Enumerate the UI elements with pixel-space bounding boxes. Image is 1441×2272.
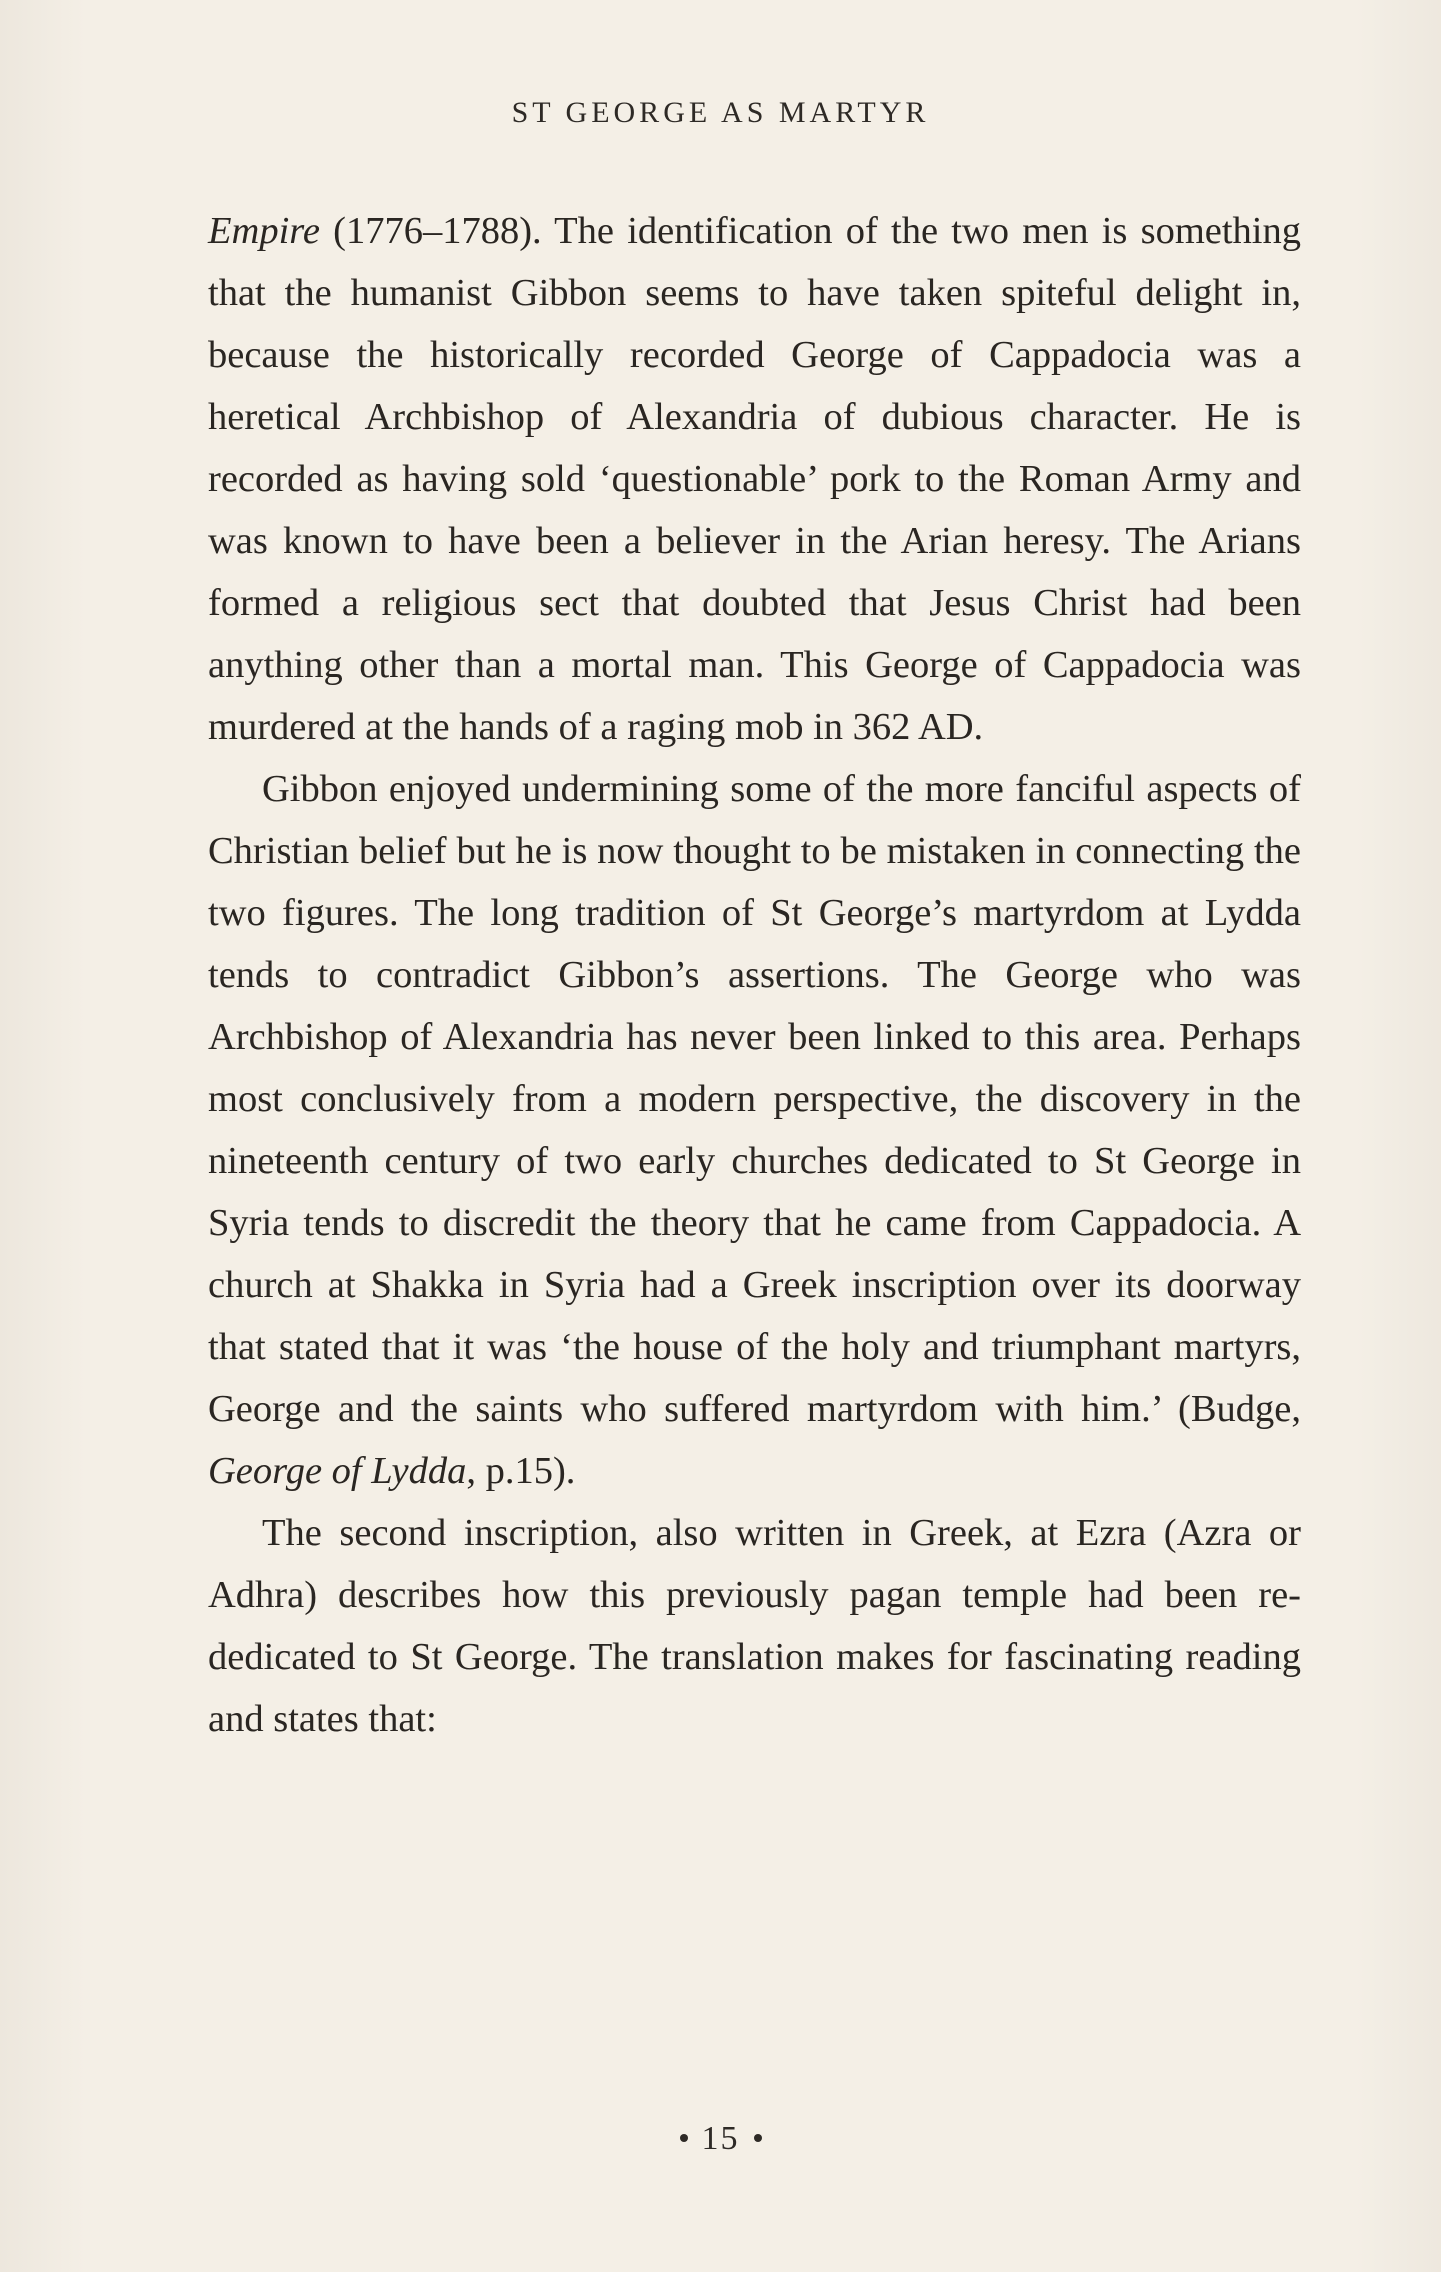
body-text bbox=[208, 200, 1301, 1750]
page-number-text: 15 bbox=[701, 2120, 740, 2157]
paragraph-2 bbox=[208, 758, 1301, 1502]
italic-text: George of Lydda bbox=[208, 1450, 467, 1492]
paragraph-text: The second inscription, also written in Greek, at Ezra (Azra or Adhra) describes how this previously pagan temple had been re-dedicated to St George. The translation makes for fascinating reading and states that: bbox=[208, 1512, 1301, 1740]
page-number bbox=[0, 2120, 1441, 2158]
running-head: ST GEORGE AS MARTYR bbox=[511, 96, 930, 129]
italic-text: Empire bbox=[208, 210, 320, 252]
bullet-icon bbox=[680, 2134, 688, 2142]
bullet-icon bbox=[754, 2134, 762, 2142]
paragraph-text: (1776–1788). The identification of the two men is something that the humanist Gibbon seems to have taken spiteful delight in, because the historically recorded George of Cappadocia was a heretical Archbishop of Alexandria of dubious character. He is recorded as having sold ‘questionable’ pork to the Roman Army and was known to have been a believer in the Arian heresy. The Arians formed a religious sect that doubted that Jesus Christ had been anything other than a mortal man. This George of Cappadocia was murdered at the hands of a raging mob in 362 AD. bbox=[208, 210, 1301, 748]
paragraph-1 bbox=[208, 200, 1301, 758]
paragraph-text: Gibbon enjoyed undermining some of the more fanciful aspects of Christian belief but he is now thought to be mistaken in connecting the two figures. The long tradition of St George’s martyrdom at Lydda tends to contradict Gibbon’s assertions. The George who was Archbishop of Alexandria has never been linked to this area. Perhaps most conclusively from a modern perspective, the discovery in the nineteenth century of two early churches dedicated to St George in Syria tends to discredit the theory that he came from Cappadocia. A church at Shakka in Syria had a Greek inscription over its doorway that stated that it was ‘the house of the holy and triumphant martyrs, George and the saints who suffered martyrdom with him.’ (Budge, bbox=[208, 768, 1301, 1430]
paragraph-text: , p.15). bbox=[466, 1450, 576, 1492]
paragraph-3 bbox=[208, 1502, 1301, 1750]
